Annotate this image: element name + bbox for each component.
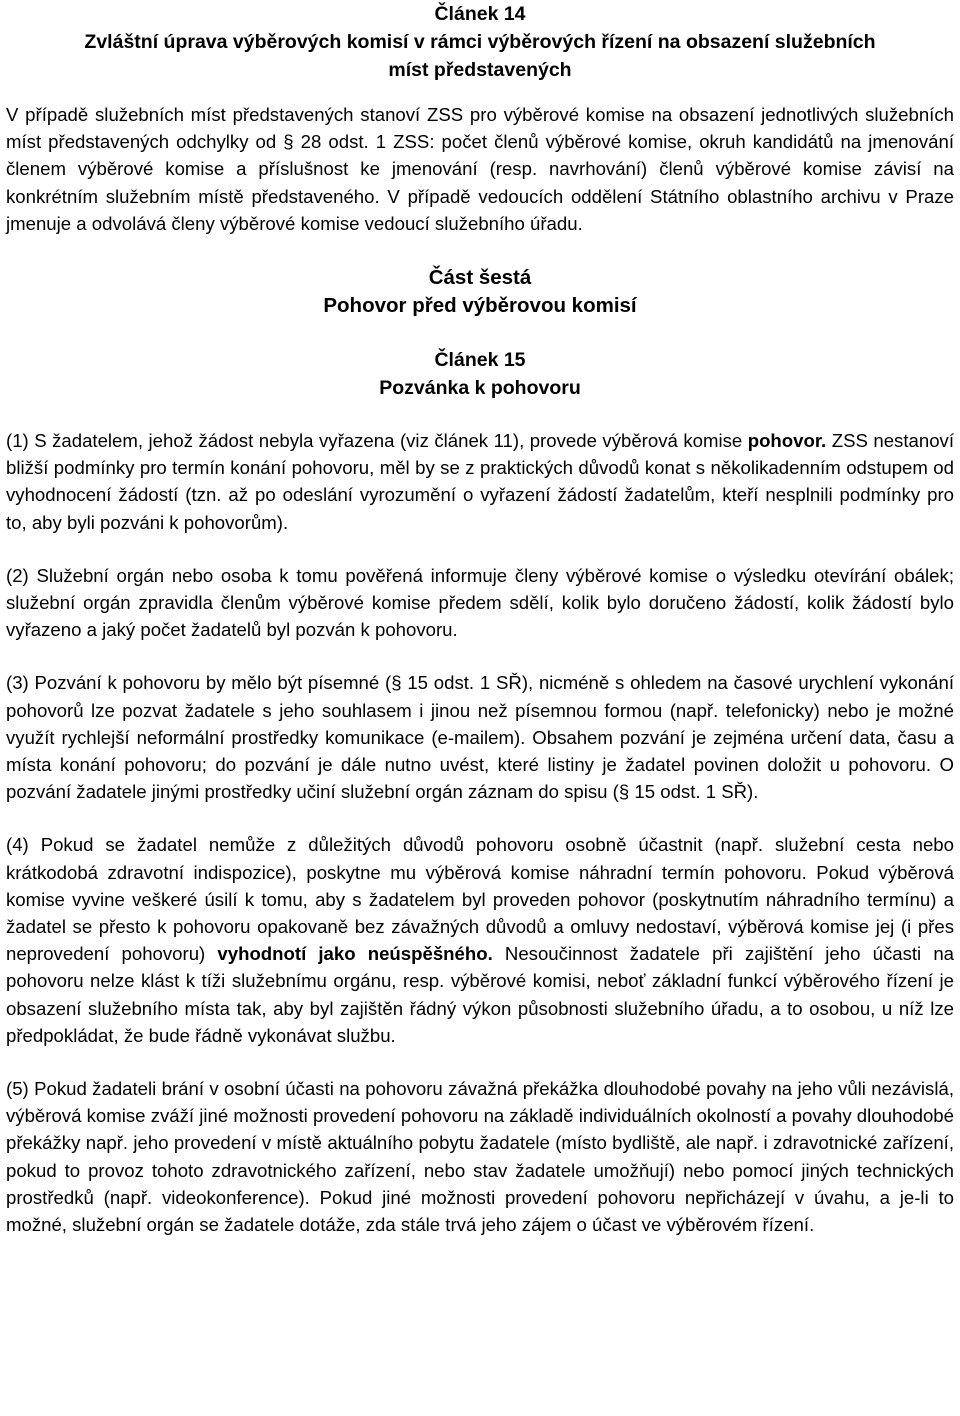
paragraph-1-text-b: ZSS nestanoví bližší podmínky pro termín konání pohovoru, měl by se z praktických důvodů konat s několikadenním odstupem od vyhodnocení žádostí (tzn. až po odeslání vyrozumění o vyřazení žádostí žadatelům, kteří nesplnili podmínky pro to, aby byli pozváni k pohovorům). [6,430,954,533]
article-15-paragraph-4 [6,831,954,1049]
article-14-paragraph: V případě služebních míst představených stanoví ZSS pro výběrové komise na obsazení jednotlivých služebních míst představených odchylky od § 28 odst. 1 ZSS: počet členů výběrové komise, okruh kandidátů na jmenování členem výběrové komise a příslušnost ke jmenování (resp. navrhování) členů výběrové komise závisí na konkrétním služebním místě představeného. V případě vedoucích oddělení Státního oblastního archivu v Praze jmenuje a odvolává členy výběrové komise vedoucí služebního úřadu. [6,104,954,234]
article-15-title: Pozvánka k pohovoru [379,377,581,400]
article-14-number: Článek 14 [434,3,526,25]
paragraph-1-bold: pohovor. [747,430,827,452]
paragraph-4-bold: vyhodnotí jako neúspěšného. [217,943,493,965]
article-14-title-line1: Zvláštní úprava výběrových komisí v rámci výběrových řízení na obsazení služebních [84,31,876,53]
article-15-paragraph-2: (2) Služební orgán nebo osoba k tomu pověřená informuje členy výběrové komise o výsledku otevírání obálek; služební orgán zpravidla členům výběrové komise předem sdělí, kolik bylo doručeno žádostí, kolik žádostí bylo vyřazeno a jaký počet žadatelů byl pozván k pohovoru. [6,564,954,641]
article-15-number: Článek 15 [434,349,526,372]
article-15-paragraph-1 [6,427,954,536]
part-6-title: Pohovor před výběrovou komisí [323,294,637,318]
article-15-paragraph-3: (3) Pozvání k pohovoru by mělo být písemné (§ 15 odst. 1 SŘ), nicméně s ohledem na časové urychlení vykonání pohovorů lze pozvat žadatele s jeho souhlasem i jinou než písemnou formou (např. telefonicky) nebo je možné využít rychlejší neformální prostředky komunikace (e-mailem). Obsahem pozvání je zejména určení data, času a místa konání pohovoru; do pozvání je dále nutno uvést, které listiny je žadatel povinen doložit u pohovoru. O pozvání žadatele jinými prostředky učiní služební orgán záznam do spisu (§ 15 odst. 1 SŘ). [6,672,954,803]
paragraph-4-text-b: Nesoučinnost žadatele při zajištění jeho účasti na pohovoru nelze klást k tíži služebnímu orgánu, resp. výběrové komisi, neboť základní funkcí výběrového řízení je obsazení služebního místa tak, aby byl zajištěn řádný výkon působnosti služebního úřadu, a to osobou, u níž lze předpokládat, že bude řádně vykonávat službu. [6,943,954,1046]
article-14-title-line2: míst představených [388,59,572,81]
paragraph-1-text-a: (1) S žadatelem, jehož žádost nebyla vyřazena (viz článek 11), provede výběrová komise [6,430,748,452]
paragraph-4-text-a: (4) Pokud se žadatel nemůže z důležitých důvodů pohovoru osobně účastnit (např. služební cesta nebo krátkodobá zdravotní indispozice), poskytne mu výběrová komise náhradní termín pohovoru. Pokud výběrová komise vyvine veškeré úsilí k tomu, aby s žadatelem byl proveden pohovor (poskytnutím náhradního termínu) a žadatel se přesto k pohovoru opakovaně bez závažných důvodů a omluvy nedostaví, výběrová komise jej (i přes neprovedení pohovoru) [6,834,954,965]
part-6-heading: Část šestá [428,266,532,290]
article-15-paragraph-5: (5) Pokud žadateli brání v osobní účasti na pohovoru závažná překážka dlouhodobé povahy na jeho vůli nezávislá, výběrová komise zváží jiné možnosti provedení pohovoru na základě individuálních okolností a povahy dlouhodobé překážky např. jeho provedení v místě aktuálního pobytu žadatele (místo bydliště, ale např. i zdravotnické zařízení, pokud to provoz tohoto zdravotnického zařízení, nebo stav žadatele umožňují) nebo pomocí jiných technických prostředků (např. videokonference). Pokud jiné možnosti provedení pohovoru nepřicházejí v úvahu, a je-li to možné, služební orgán se žadatele dotáže, zda stále trvá jeho zájem o účast ve výběrovém řízení. [6,1078,954,1236]
